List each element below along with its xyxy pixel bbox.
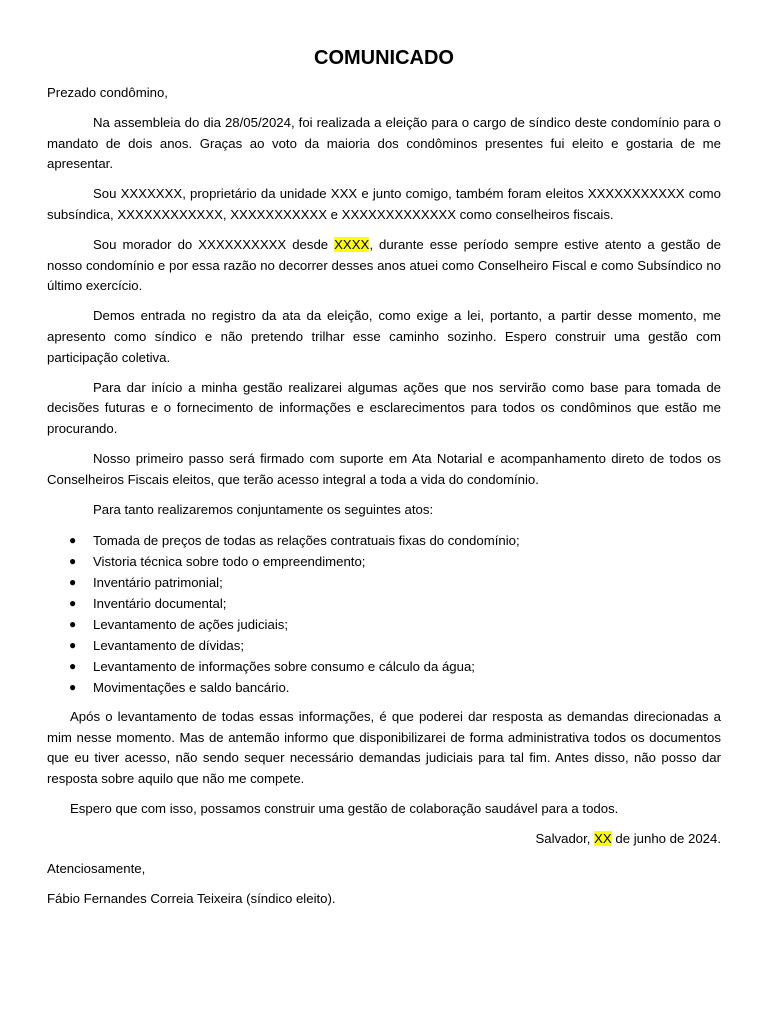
bullet-icon: ● (69, 679, 77, 694)
bullet-icon: ● (69, 637, 77, 652)
actions-list (47, 530, 721, 698)
paragraph-inicio-gestao: Para dar início a minha gestão realizarei algumas ações que nos servirão como base para tomada de decisões futuras e o fornecimento de informações e esclarecimentos para todos os condôminos que estão me procurando. (47, 379, 721, 436)
paragraph-colaboracao: Espero que com isso, possamos construir uma gestão de colaboração saudável para a todos. (70, 801, 619, 817)
bullet-icon: ● (69, 658, 77, 673)
paragraph-levantamento: Após o levantamento de todas essas informações, é que poderei dar resposta as demandas direcionadas a mim nesse momento. Mas de antemão informo que disponibilizarei de forma administrativa todos os documentos que eu tiver acesso, não sendo sequer necessário demandas judiciais para tal fim. Antes disso, não posso dar resposta sobre aquilo que não me compete. (47, 709, 721, 786)
bullet-icon: ● (69, 595, 77, 610)
list-item-text: Inventário patrimonial; (93, 574, 223, 590)
highlighted-year: XXXX (334, 237, 370, 253)
greeting: Prezado condômino, (47, 85, 168, 100)
bullet-icon: ● (69, 574, 77, 589)
date-line (47, 829, 721, 850)
paragraph-atos-intro: Para tanto realizaremos conjuntamente os seguintes atos: (93, 501, 434, 517)
closing: Atenciosamente, (47, 861, 146, 877)
paragraph-eleitos: Sou XXXXXXX, proprietário da unidade XXX e junto comigo, também foram eleitos XXXXXXXXXXX como subsíndica, XXXXXXXXXXXX, XXXXXXXXXXX e XXXXXXXXXXXXX como conselheiros fiscais. (47, 186, 721, 222)
paragraph-registro-ata: Demos entrada no registro da ata da eleição, como exige a lei, portanto, a partir desse momento, me apresento como síndico e não pretendo trilhar esse caminho sozinho. Espero construir uma gestão com participação coletiva. (47, 308, 721, 365)
list-item (47, 614, 721, 635)
list-item-text: Levantamento de dívidas; (93, 637, 245, 653)
list-item-text: Tomada de preços de todas as relações contratuais fixas do condomínio; (93, 532, 520, 548)
date-city: Salvador, (535, 831, 595, 847)
list-item-text: Levantamento de informações sobre consumo e cálculo da água; (93, 658, 475, 674)
bullet-icon: ● (69, 553, 77, 568)
list-item (47, 593, 721, 614)
list-item-text: Movimentações e saldo bancário. (93, 679, 290, 695)
list-item-text: Vistoria técnica sobre todo o empreendimento; (93, 553, 366, 569)
paragraph-assembleia: Na assembleia do dia 28/05/2024, foi realizada a eleição para o cargo de síndico deste condomínio para o mandato de dois anos. Graças ao voto da maioria dos condôminos presentes fui eleito e gostaria de me apresentar. (47, 115, 721, 172)
highlighted-day: XX (594, 831, 612, 847)
list-item-text: Inventário documental; (93, 595, 227, 611)
list-item (47, 677, 721, 698)
list-item (47, 635, 721, 656)
bullet-icon: ● (69, 532, 77, 547)
signature: Fábio Fernandes Correia Teixeira (síndico eleito). (47, 891, 336, 907)
page-title: COMUNICADO (314, 47, 454, 69)
list-item (47, 656, 721, 677)
date-rest: de junho de 2024. (611, 831, 721, 847)
bullet-icon: ● (69, 616, 77, 631)
paragraph-primeiro-passo: Nosso primeiro passo será firmado com suporte em Ata Notarial e acompanhamento direto de todos os Conselheiros Fiscais eleitos, que terão acesso integral a toda a vida do condomínio. (47, 450, 721, 487)
paragraph-morador (47, 235, 721, 297)
paragraph-morador-end: , durante esse período sempre estive atento a gestão de nosso condomínio e por essa razão no decorrer desses anos atuei como Conselheiro Fiscal e como Subsíndico no último exercício. (47, 237, 721, 294)
paragraph-morador-start: Sou morador do XXXXXXXXXX desde (93, 237, 335, 253)
list-item (47, 572, 721, 593)
list-item (47, 551, 721, 572)
list-item (47, 530, 721, 551)
list-item-text: Levantamento de ações judiciais; (93, 616, 289, 632)
